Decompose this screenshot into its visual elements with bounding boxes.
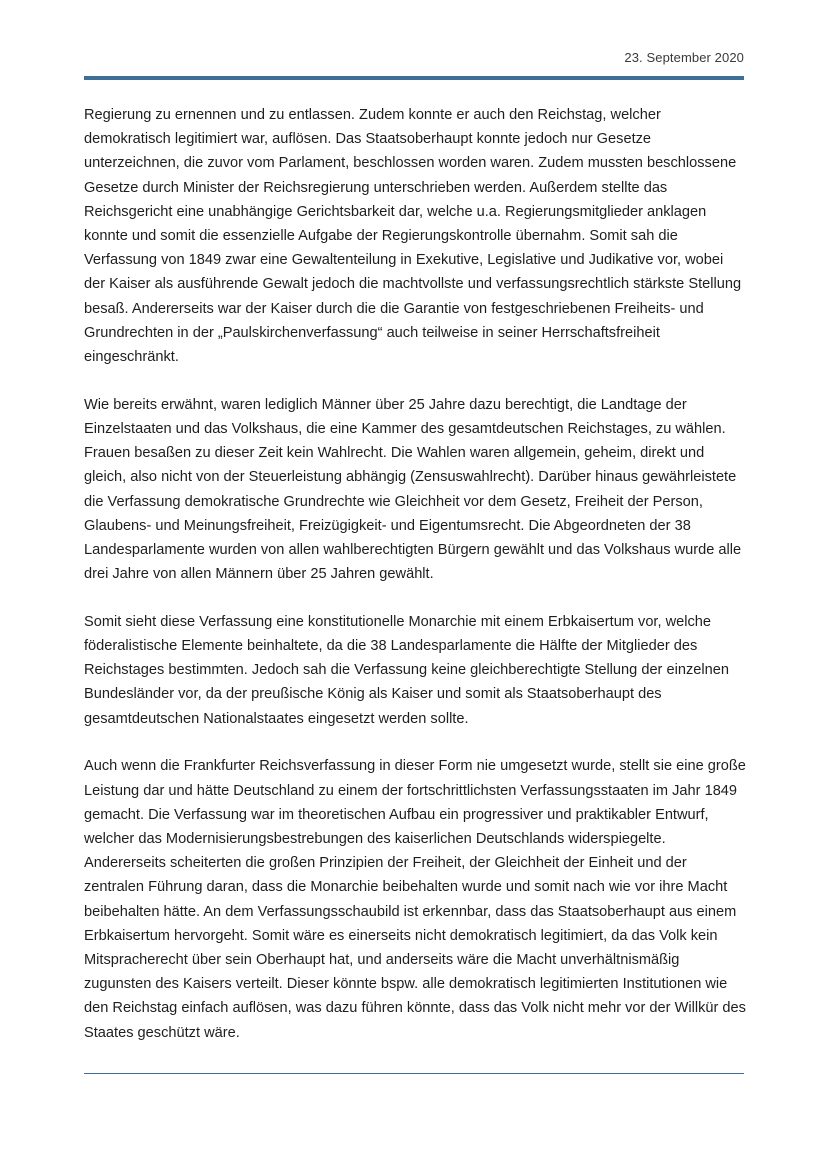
paragraph-3: Somit sieht diese Verfassung eine konstitutionelle Monarchie mit einem Erbkaisertum vor, welche föderalistische Elemente beinhaltete, da die 38 Landesparlamente die Hälfte der Mitglieder des Reichstages bestimmten. Jedoch sah die Verfassung keine gleichberechtigte Stellung der einzelnen Bundesländer vor, da der preußische König als Kaiser und somit als Staatsoberhaupt des gesamtdeutschen Nationalstaates eingesetzt werden sollte. <box>84 613 729 727</box>
paragraph-4: Auch wenn die Frankfurter Reichsverfassung in dieser Form nie umgesetzt wurde, stellt sie eine große Leistung dar und hätte Deutschland zu einem der fortschrittlichsten Verfassungsstaaten im Jahr 1849 gemacht. Die Verfassung war im theoretischen Aufbau ein progressiver und praktikabler Entwurf, welcher das Modernisierungsbestrebungen des kaiserlichen Deutschlands widerspiegelte. Andererseits scheiterten die großen Prinzipien der Freiheit, der Gleichheit der Einheit und der zentralen Führung daran, dass die Monarchie beibehalten wurde und somit nach wie vor ihre Macht beibehalten hätte. An dem Verfassungsschaubild ist erkennbar, dass das Staatsoberhaupt aus einem Erbkaisertum hervorgeht. Somit wäre es einerseits nicht demokratisch legitimiert, da das Volk kein Mitspracherecht über sein Oberhaupt hat, und anderseits wäre die Macht unverhältnismäßig zugunsten des Kaisers verteilt. Dieser könnte bspw. alle demokratisch legitimierten Institutionen wie den Reichstag einfach auflösen, was dazu führen könnte, dass das Volk nicht mehr vor der Willkür des Staates geschützt wäre. <box>84 758 746 1041</box>
footer-divider <box>84 1073 744 1074</box>
paragraph-1: Regierung zu ernennen und zu entlassen. Zudem konnte er auch den Reichstag, welcher demokratisch legitimiert war, auflösen. Das Staatsoberhaupt konnte jedoch nur Gesetze unterzeichnen, die zuvor vom Parlament, beschlossen worden waren. Zudem mussten beschlossene Gesetze durch Minister der Reichsregierung unterschrieben werden. Außerdem stellte das Reichsgericht eine unabhängige Gerichtsbarkeit dar, welche u.a. Regierungsmitglieder anklagen konnte und somit die essenzielle Aufgabe der Regierungskontrolle übernahm. Somit sah die Verfassung von 1849 zwar eine Gewaltenteilung in Exekutive, Legislative und Judikative vor, wobei der Kaiser als ausführende Gewalt jedoch die machtvollste und verfassungsrechtlich stärkste Stellung besaß. Andererseits war der Kaiser durch die die Garantie von festgeschriebenen Freiheits- und Grundrechten in der „Paulskirchenverfassung“ auch teilweise in seiner Herrschaftsfreiheit eingeschränkt. <box>84 107 742 366</box>
paragraph-2: Wie bereits erwähnt, waren lediglich Männer über 25 Jahre dazu berechtigt, die Landtage der Einzelstaaten und das Volkshaus, die eine Kammer des gesamtdeutschen Reichstages, zu wählen. Frauen besaßen zu dieser Zeit kein Wahlrecht. Die Wahlen waren allgemein, geheim, direkt und gleich, also nicht von der Steuerleistung abhängig (Zensuswahlrecht). Darüber hinaus gewährleistete die Verfassung demokratische Grundrechte wie Gleichheit vor dem Gesetz, Freiheit der Person, Glaubens- und Meinungsfreiheit, Freizügigkeit- und Eigentumsrecht. Die Abgeordneten der 38 Landesparlamente wurden von allen wahlberechtigten Bürgern gewählt und das Volkshaus wurde alle drei Jahre von allen Männern über 25 Jahren gewählt. <box>84 396 742 583</box>
header-date: 23. September 2020 <box>624 50 744 65</box>
document-body <box>84 103 748 1068</box>
header-divider <box>84 76 744 80</box>
